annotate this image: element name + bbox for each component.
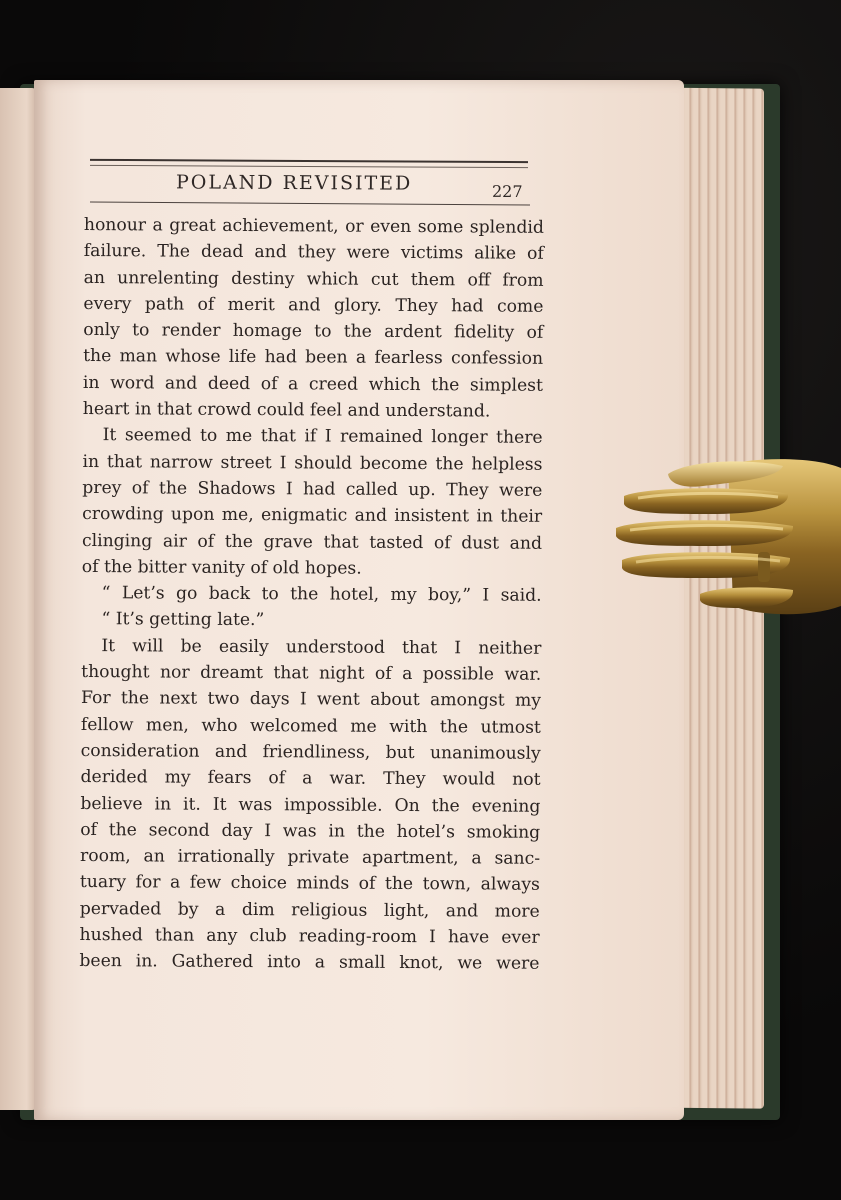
text-line: room, an irrationally private apartment, a sanc- [80,846,541,869]
text-line: consideration and friendliness, but unanimously [80,740,541,764]
text-line: only to render homage to the ardent fidelity of [83,320,544,343]
text-line: fellow men, who welcomed me with the utmost [80,714,541,738]
text-line: pervaded by a dim religious light, and more [79,898,540,922]
running-head: POLAND REVISITED [175,171,413,195]
text-line: prey of the Shadows I had called up. They were [82,477,543,501]
text-line: in word and deed of a creed which the simplest [82,372,544,396]
text-line: in that narrow street I should become the helpless [82,451,543,475]
text-line: “ It’s getting late.” [101,609,265,631]
text-line: derided my fears of a war. They would not [80,767,541,791]
page-number: 227 [491,181,523,202]
text-line: every path of merit and glory. They had come [83,293,544,317]
text-line: “ Let’s go back to the hotel, my boy,” I said. [101,583,542,606]
text-line: It will be easily understood that I neither [101,635,542,659]
text-line: heart in that crowd could feel and understand. [82,399,491,422]
text-line: of the bitter vanity of old hopes. [81,556,362,579]
text-line: believe in it. It was impossible. On the evening [80,793,541,817]
text-line: an unrelenting destiny which cut them off from [83,267,544,291]
text-line: thought nor dreamt that night of a possible war. [81,662,542,685]
text-line: of the second day I was in the hotel’s smoking [80,819,541,843]
brass-hand-page-holder [608,456,841,621]
left-page-edge [0,88,38,1110]
text-line: tuary for a few choice minds of the town, always [79,872,540,896]
text-line: failure. The dead and they were victims alike of [83,241,544,265]
text-line: the man whose life had been a fearless confession [83,346,544,370]
text-line: clinging air of the grave that tasted of dust and [81,530,543,554]
body-text [79,212,544,977]
text-line: It seemed to me that if I remained longer there [102,425,543,449]
text-line: been in. Gathered into a small knot, we were [79,951,540,975]
text-line: For the next two days I went about amongst my [80,688,542,712]
text-line: hushed than any club reading-room I have ever [79,925,540,948]
text-line: honour a great achievement, or even some splendid [83,214,544,238]
text-line: crowding upon me, enigmatic and insistent in their [82,504,543,528]
